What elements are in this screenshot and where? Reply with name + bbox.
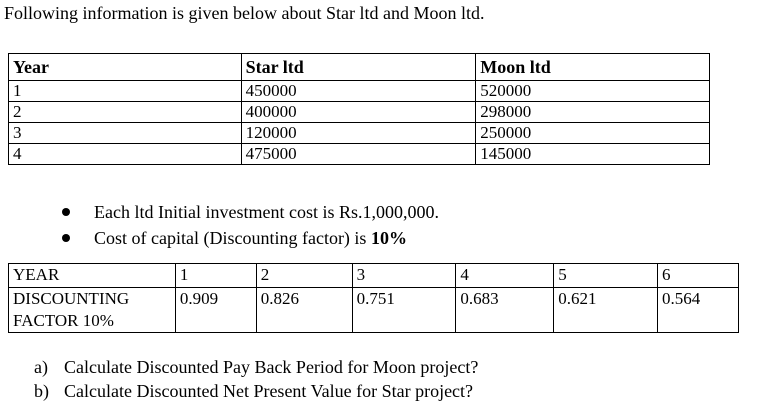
factor-cell: 0.826 [256, 288, 352, 333]
cell-star: 400000 [241, 102, 476, 123]
table-row [9, 264, 739, 288]
question-label: b) [34, 381, 49, 401]
intro-text: Following information is given below about Star ltd and Moon ltd. [4, 3, 485, 23]
header-moon: Moon ltd [476, 54, 710, 81]
header-year: Year [9, 54, 242, 81]
cashflow-table [8, 53, 710, 165]
year-cell: 2 [256, 264, 352, 288]
cell-star: 475000 [241, 144, 476, 165]
bullet-text: Each ltd Initial investment cost is Rs.1,000,000. [94, 202, 439, 222]
factor-cell: 0.751 [352, 288, 456, 333]
header-star: Star ltd [241, 54, 476, 81]
bullet-icon [62, 208, 70, 216]
cell-moon: 250000 [476, 123, 710, 144]
year-cell: 6 [658, 264, 739, 288]
table-row [9, 102, 710, 123]
cell-moon: 145000 [476, 144, 710, 165]
question-label: a) [34, 357, 48, 377]
year-cell: 1 [175, 264, 256, 288]
cell-year: 4 [9, 144, 242, 165]
factor-cell: 0.909 [175, 288, 256, 333]
cell-year: 2 [9, 102, 242, 123]
cell-star: 120000 [241, 123, 476, 144]
cell-moon: 520000 [476, 81, 710, 102]
factor-cell: 0.621 [554, 288, 658, 333]
table-row [9, 144, 710, 165]
year-cell: 5 [554, 264, 658, 288]
bullet-text: Cost of capital (Discounting factor) is [94, 228, 371, 248]
bullet-emphasis: 10% [370, 228, 407, 248]
year-cell: 3 [352, 264, 456, 288]
table-row [9, 81, 710, 102]
discount-factor-table [8, 263, 739, 333]
cell-star: 450000 [241, 81, 476, 102]
row-label: DISCOUNTING FACTOR 10% [9, 288, 176, 333]
question-item [34, 379, 478, 403]
cell-moon: 298000 [476, 102, 710, 123]
table-row [9, 288, 739, 333]
row-label: YEAR [9, 264, 176, 288]
question-item [34, 355, 478, 379]
table-header-row [9, 54, 710, 81]
bullet-icon [62, 234, 70, 242]
question-text: Calculate Discounted Pay Back Period for Moon project? [64, 357, 479, 377]
question-list [34, 355, 478, 403]
year-cell: 4 [456, 264, 554, 288]
factor-cell: 0.683 [456, 288, 554, 333]
question-text: Calculate Discounted Net Present Value for Star project? [64, 381, 474, 401]
cell-year: 3 [9, 123, 242, 144]
table-row [9, 123, 710, 144]
factor-cell: 0.564 [658, 288, 739, 333]
cell-year: 1 [9, 81, 242, 102]
